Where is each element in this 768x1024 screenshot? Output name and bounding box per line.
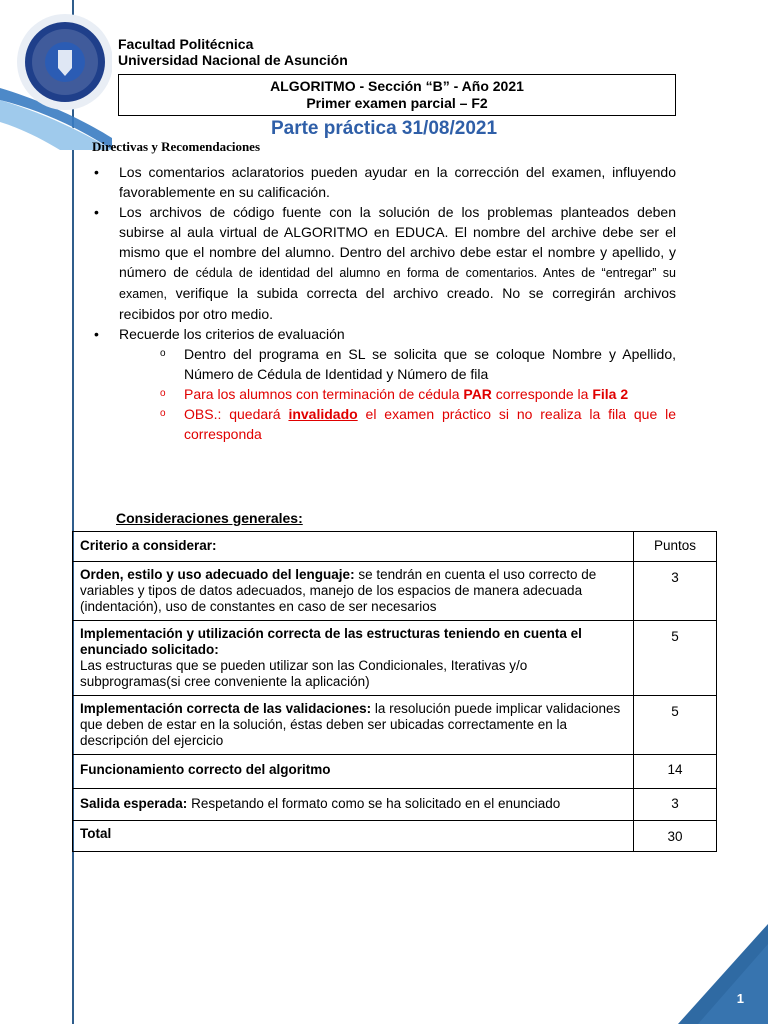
criterion-desc: Las estructuras que se pueden utilizar son las Condicionales, Iterativas y/o subprogramas(si cree conveniente la aplicación) [80, 658, 528, 689]
criterion-title: Orden, estilo y uso adecuado del lenguaje: [80, 567, 355, 582]
list-item [94, 202, 676, 324]
points-cell: 5 [634, 621, 717, 696]
bullet-text-small: cédula de identidad del alumno en forma de comentarios. Antes de “entregar” su examen, [119, 266, 676, 301]
faculty-name: Facultad Politécnica [118, 36, 254, 52]
sub-item-text: Para los alumnos con terminación de cédula [184, 386, 464, 402]
table-row [73, 789, 717, 821]
criterion-title: Funcionamiento correcto del algoritmo [80, 762, 331, 777]
table-total-row [73, 821, 717, 852]
total-label: Total [73, 821, 634, 852]
header-puntos: Puntos [634, 532, 717, 562]
criterion-cell [73, 755, 634, 789]
bullet-icon: • [94, 164, 99, 180]
table-row [73, 755, 717, 789]
list-item [94, 324, 676, 344]
corner-decoration [678, 924, 768, 1024]
page-title: Parte práctica 31/08/2021 [270, 118, 498, 139]
exam-title-line1: ALGORITMO - Sección “B” - Año 2021 [270, 78, 524, 94]
criterion-cell [73, 562, 634, 621]
bullet-icon: • [94, 326, 99, 342]
sub-list-item [94, 404, 676, 444]
bullet-text: Recuerde los criterios de evaluación [119, 326, 345, 342]
exam-title-box [118, 74, 676, 116]
header-criterio: Criterio a considerar: [73, 532, 634, 562]
bullet-text: verifique la subida correcta del archivo creado. No se corregirán archivos recibidos por otro medio. [119, 285, 676, 322]
total-points: 30 [634, 821, 717, 852]
table-header-row [73, 532, 717, 562]
left-margin-line [72, 0, 74, 1024]
bullet-text: Los comentarios aclaratorios pueden ayudar en la corrección del examen, influyendo favorablemente en su calificación. [119, 164, 676, 200]
bullet-icon: • [94, 204, 99, 220]
table-row [73, 696, 717, 755]
points-cell: 3 [634, 789, 717, 821]
criterion-title: Implementación correcta de las validaciones: [80, 701, 372, 716]
circle-bullet-icon: o [160, 388, 166, 399]
invalidado-emphasis: invalidado [288, 406, 358, 422]
sub-item-text: OBS.: quedará [184, 406, 289, 422]
instructions-list [94, 162, 676, 444]
criterion-desc: Respetando el formato como se ha solicitado en el enunciado [187, 796, 561, 811]
criterion-desc: se tendrán en cuenta el uso correcto de variables y tipos de datos adecuados, manejo de los espacios de manera adecuada (indentación), uso de constantes en caso de ser necesarios [80, 567, 597, 614]
bullet-text: Los archivos de código fuente con la solución de los problemas planteados deben subirse al aula virtual de ALGORITMO en EDUCA. El nombre del archive debe ser el mismo que el nombre del alumno. Dentro del archivo debe estar el nombre y apellido, y número de [119, 204, 676, 280]
criterion-title: Implementación y utilización correcta de las estructuras teniendo en cuenta el enunciado solicitado: [80, 626, 582, 657]
criterion-desc: la resolución puede implicar validaciones que deben de estar en la solución, éstas deben ser ubicadas correctamente en la descripción del ejercicio [80, 701, 621, 748]
university-name: Universidad Nacional de Asunción [118, 52, 348, 68]
directivas-heading: Directivas y Recomendaciones [92, 139, 261, 154]
list-item [94, 162, 676, 202]
criteria-table [72, 531, 717, 852]
circle-bullet-icon: o [160, 408, 166, 419]
sub-item-text: Dentro del programa en SL se solicita que se coloque Nombre y Apellido, Número de Cédula de Identidad y Número de fila [184, 346, 676, 382]
fila-emphasis: Fila 2 [592, 386, 629, 402]
points-cell: 14 [634, 755, 717, 789]
criterion-cell [73, 696, 634, 755]
criterion-cell [73, 621, 634, 696]
circle-bullet-icon: o [160, 348, 166, 359]
par-emphasis: PAR [463, 386, 492, 402]
consideraciones-heading: Consideraciones generales: [116, 510, 303, 526]
institution-header [118, 36, 348, 68]
points-cell: 5 [634, 696, 717, 755]
criterion-title: Salida esperada: [80, 796, 188, 811]
page-number: 1 [736, 991, 744, 1006]
table-row [73, 562, 717, 621]
criterion-cell [73, 789, 634, 821]
table-row [73, 621, 717, 696]
sub-list-item [94, 344, 676, 384]
sub-item-text: el examen práctico si no realiza la fila que le corresponda [184, 406, 676, 442]
points-cell: 3 [634, 562, 717, 621]
sub-item-text: corresponde la [491, 386, 593, 402]
exam-title-line2: Primer examen parcial – F2 [306, 95, 488, 111]
sub-list-item [94, 384, 676, 404]
